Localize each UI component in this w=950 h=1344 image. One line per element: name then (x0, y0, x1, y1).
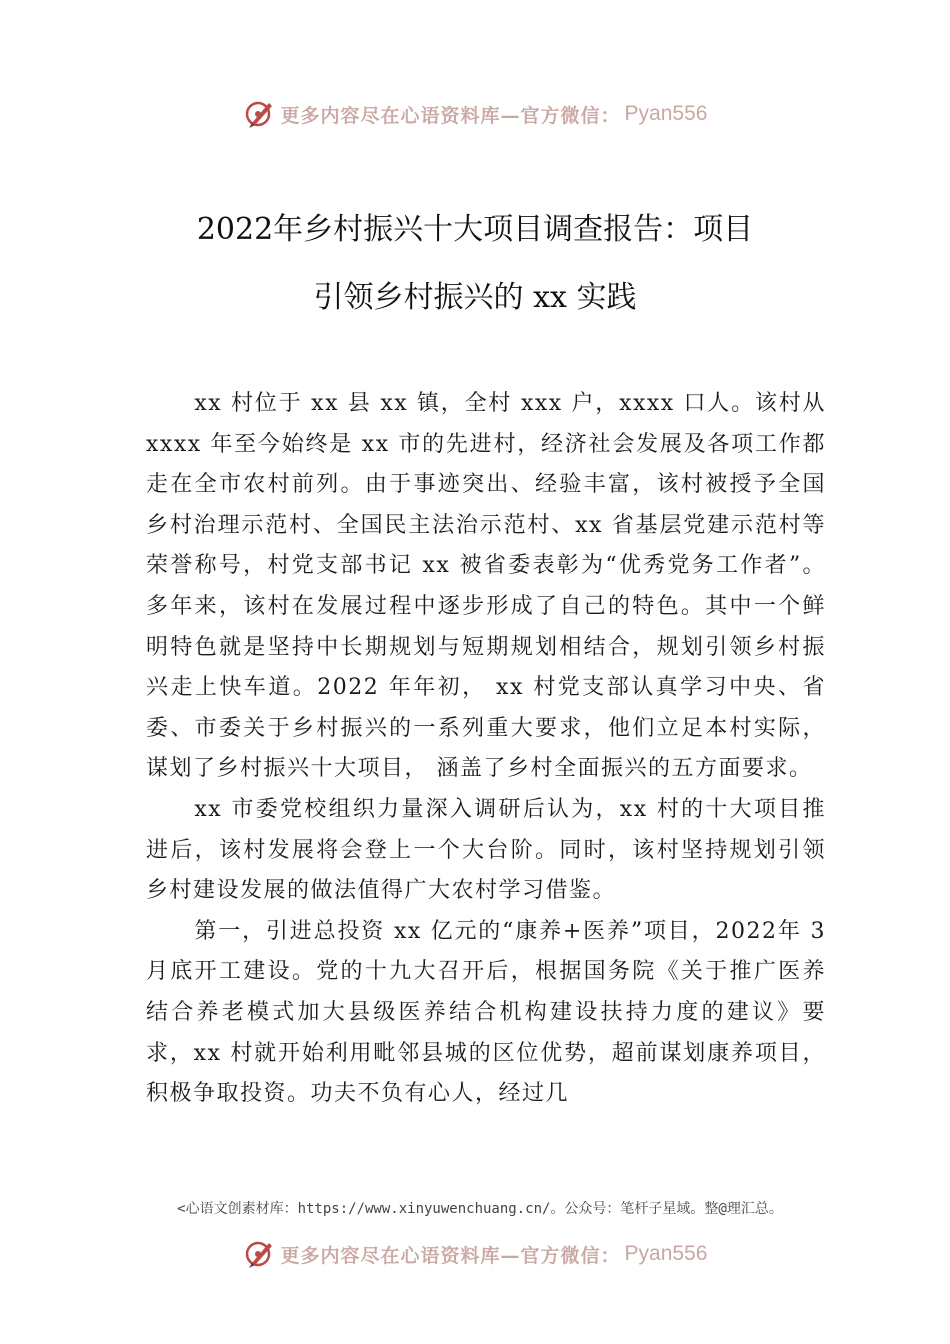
paragraph-2: xx 市委党校组织力量深入调研后认为，xx 村的十大项目推进后，该村发展将会登上一个大台阶。同时，该村坚持规划引领乡村建设发展的做法值得广大农村学习借鉴。 (146, 796, 826, 904)
banner-account: Pyan556 (624, 1242, 708, 1265)
footer-banner (0, 1234, 950, 1274)
paragraph-1: xx 村位于 xx 县 xx 镇，全村 xxx 户，xxxx 口人。该村从 xxxx 年至今始终是 xx 市的先进村，经济社会发展及各项工作都走在全市农村前列。由于事迹突出、经验丰富，该村被授予全国乡村治理示范村、全国民主法治示范村、xx 省基层党建示范村等荣誉称号，村党支部书记 xx 被省委表彰为“优秀党务工作者”。多年来，该村在发展过程中逐步形成了自己的特色。其中一个鲜明特色就是坚持中长期规划与短期规划相结合，规划引领乡村振兴走上快车道。2022 年年初， xx 村党支部认真学习中央、省委、市委关于乡村振兴的一系列重大要求，他们立足本村实际，谋划了乡村振兴十大项目， 涵盖了乡村全面振兴的五方面要求。 (146, 391, 826, 782)
paragraph-3: 第一，引进总投资 xx 亿元的“康养+医养”项目，2022年 3 月底开工建设。党的十九大召开后，根据国务院《关于推广医养结合养老模式加大县级医养结合机构建设扶持力度的建议》要求，xx 村就开始利用毗邻县城的区位优势，超前谋划康养项目，积极争取投资。功夫不负有心人，经过几 (146, 918, 826, 1107)
title-line-2: 引领乡村振兴的 xx 实践 (313, 280, 637, 315)
header-banner (0, 94, 950, 134)
title-line-1: 2022年乡村振兴十大项目调查报告：项目 (196, 212, 754, 247)
pen-logo-icon (243, 97, 277, 131)
document-body (146, 384, 826, 1115)
pen-logo-icon (243, 1237, 277, 1271)
document-title (110, 196, 840, 332)
banner-text: 更多内容尽在心语资料库—官方微信： (280, 1244, 621, 1267)
banner-text: 更多内容尽在心语资料库—官方微信： (280, 104, 621, 127)
banner-account: Pyan556 (624, 102, 708, 125)
footer-note: <心语文创素材库：https://www.xinyuwenchuang.cn/。公众号：笔杆子星域。整@理汇总。 (177, 1201, 783, 1217)
